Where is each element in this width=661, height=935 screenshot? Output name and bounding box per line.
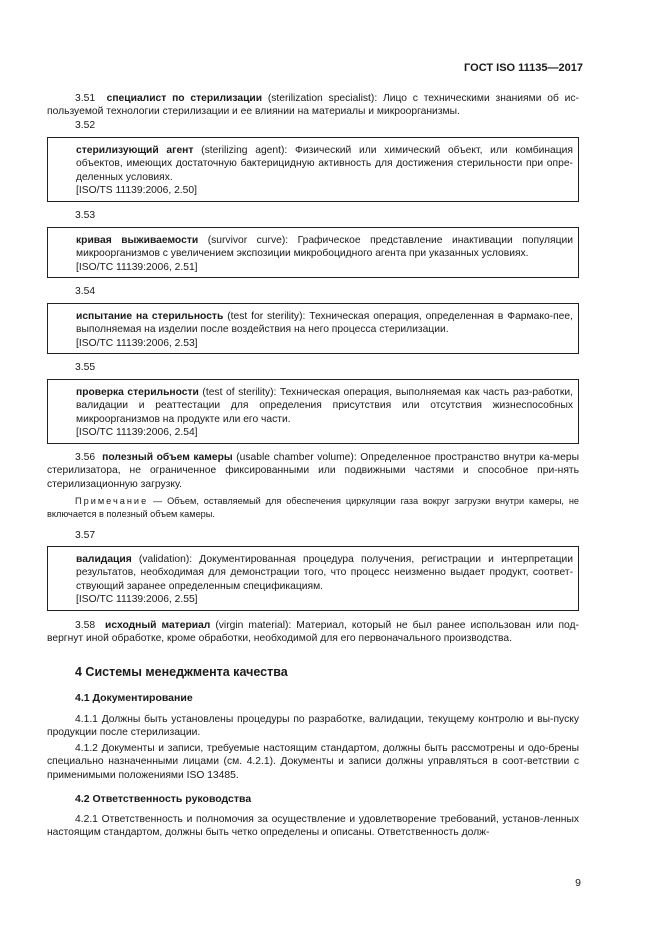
entry-number: 3.56 — [75, 452, 96, 463]
entry-number-3-55-wrap — [47, 361, 579, 374]
entry-number-3-54: 3.54 — [75, 286, 96, 297]
entry-term: проверка стерильности — [76, 387, 199, 398]
entry-definition: (usable chamber volume): Определенное пространство внутри ка-меры стерилизатора, не ограниченное фиксированными или подвижными частями и способное при-нять стерилизационную загрузку. — [47, 452, 579, 490]
entry-reference: [ISO/TS 11139:2006, 2.50] — [76, 185, 197, 197]
entry-definition: (sterilization specialist): Лицо с техническими знаниями об ис-пользуемой технологии стерилизации и ее влиянии на материалы и микроорганизмы. — [47, 93, 579, 118]
entry-term: исходный материал — [105, 620, 211, 631]
definition-box-3-54 — [47, 303, 579, 354]
entry-definition: (sterilizing agent): Физический или химический объект, или комбинация объектов, имеющих достаточную бактерицидную активность для достижения стерильности при опре-деленных условиях. — [76, 145, 573, 183]
entry-number-3-57: 3.57 — [75, 530, 96, 541]
entry-3-58 — [47, 619, 579, 646]
entry-definition: (test of sterility): Техническая операция, выполняемая как часть раз-работки, валидации и реаттестации для определения присутствия или отсутствия жизнеспособных микроорганизмов на продукте или его части. — [76, 387, 574, 425]
note-label: Примечание — [75, 496, 149, 507]
entry-number-3-52: 3.52 — [75, 119, 96, 131]
definition-box-3-53 — [47, 227, 579, 278]
section-4-1-title: 4.1 Документирование — [75, 692, 193, 704]
entry-term: валидация — [76, 554, 132, 565]
entry-definition: (virgin material): Материал, который не был ранее использован или под-вергнут иной обработке, кроме обработки, необходимой для его первоначального производства. — [47, 620, 579, 645]
paragraph-4-2-1: 4.2.1 Ответственность и полномочия за осуществление и удовлетворение требований, установ-ленных настоящим стандартом, должны быть четко определены и описаны. Ответственность долж- — [47, 814, 579, 839]
page-number: 9 — [575, 877, 581, 889]
entry-number-3-57-wrap — [47, 529, 579, 542]
entry-number-3-53-wrap — [47, 209, 579, 222]
definition-box-3-52 — [47, 137, 579, 202]
entry-term: стерилизующий агент — [76, 145, 194, 156]
section-4-title: 4 Системы менеджмента качества — [75, 665, 288, 679]
entry-definition: (validation): Документированная процедура получения, регистрации и интерпретации результатов, необходимая для демонстрации того, что процесс неизменно выдает продукт, соответ-ствующий заранее определенным спецификациям. — [76, 554, 573, 592]
entry-definition: (survivor curve): Графическое представление инактивации популяции микроорганизмов с увеличением экспозиции микробоцидного агента при указанных условиях. — [76, 235, 573, 260]
entry-term: полезный объем камеры — [102, 452, 233, 463]
definition-box-3-57 — [47, 546, 579, 611]
entry-definition: (test for sterility): Техническая операция, определенная в Фармако-пее, выполняемая на изделии после воздействия на него процесса стерилизации. — [76, 311, 574, 336]
entry-reference: [ISO/TC 11139:2006, 2.51] — [76, 261, 198, 273]
entry-3-51 — [47, 92, 579, 132]
note-text: — Объем, оставляемый для обеспечения циркуляции газа вокруг загрузки внутри камеры, не включается в полезный объем камеры. — [47, 496, 579, 519]
entry-number-3-54-wrap — [47, 285, 579, 298]
entry-term: испытание на стерильность — [76, 311, 224, 322]
entry-reference: [ISO/TC 11139:2006, 2.53] — [76, 337, 198, 349]
definition-box-3-55 — [47, 379, 579, 444]
entry-reference: [ISO/TC 11139:2006, 2.55] — [76, 594, 198, 606]
entry-reference: [ISO/TC 11139:2006, 2.54] — [76, 427, 198, 439]
entry-term: кривая выживаемости — [76, 235, 199, 246]
paragraph-4-1-2: 4.1.2 Документы и записи, требуемые настоящим стандартом, должны быть рассмотрены и одо-брены специально назначенными лицами (см. 4.2.1). Документы и записи должны управляться в соот-ветствии с применимыми положениями ISO 13485. — [47, 743, 579, 781]
paragraph-4-1-1: 4.1.1 Должны быть установлены процедуры по разработке, валидации, текущему контролю и вы-пуску продукции после стерилизации. — [47, 714, 579, 739]
entry-number: 3.58 — [75, 620, 96, 631]
entry-3-56 — [47, 451, 579, 520]
section-4-2-title: 4.2 Ответственность руководства — [75, 793, 252, 805]
entry-number: 3.51 — [75, 93, 96, 104]
document-id-header: ГОСТ ISO 11135—2017 — [464, 62, 583, 74]
entry-number-3-53: 3.53 — [75, 210, 96, 221]
entry-number-3-55: 3.55 — [75, 362, 96, 373]
entry-term: специалист по стерилизации — [106, 93, 263, 104]
